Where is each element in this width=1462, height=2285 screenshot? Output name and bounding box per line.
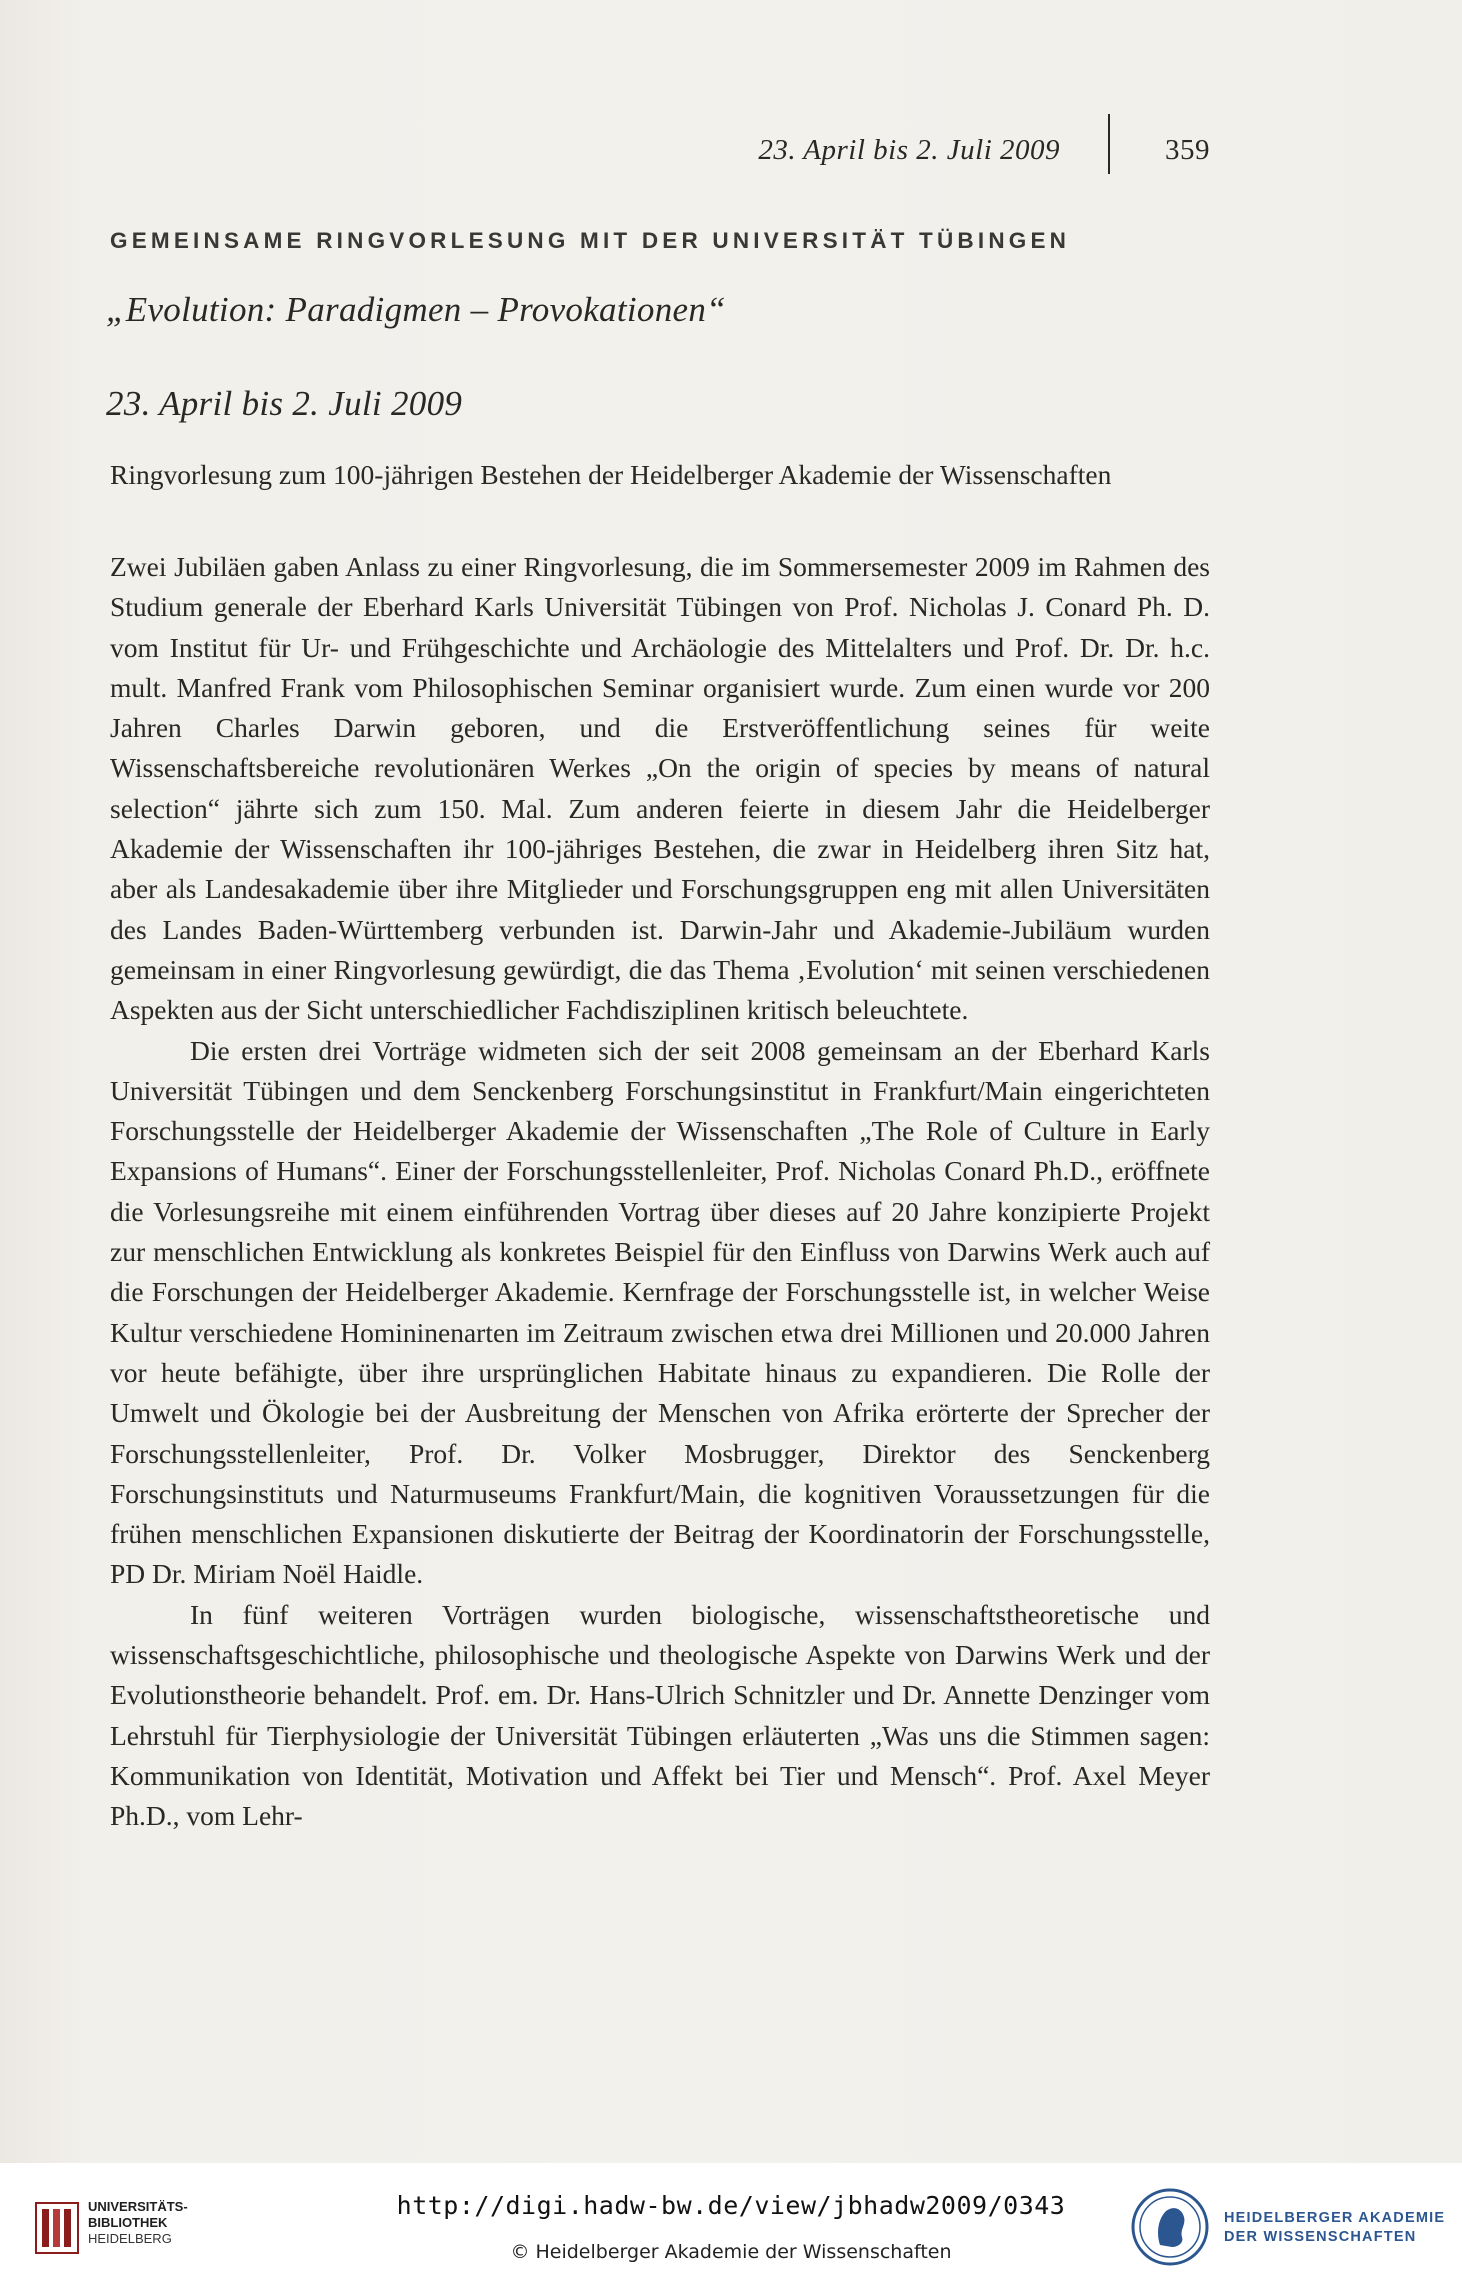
academy-name-line-1: HEIDELBERGER AKADEMIE bbox=[1224, 2210, 1446, 2226]
permalink-url[interactable]: http://digi.hadw-bw.de/view/jbhadw2009/0343 bbox=[396, 2191, 1066, 2220]
library-name-line-1: UNIVERSITÄTS- bbox=[88, 2199, 188, 2214]
section-heading: GEMEINSAME RINGVORLESUNG MIT DER UNIVERSITÄT TÜBINGEN bbox=[110, 228, 1071, 253]
library-name-line-2: BIBLIOTHEK bbox=[88, 2215, 168, 2230]
article-subtitle: Ringvorlesung zum 100-jährigen Bestehen der Heidelberger Akademie der Wissenschaften bbox=[110, 459, 1112, 490]
article-title: „Evolution: Paradigmen – Provokationen“ bbox=[106, 290, 726, 329]
digitization-footer bbox=[0, 2163, 1462, 2285]
running-head-divider bbox=[1108, 114, 1110, 174]
academy-name bbox=[1224, 2209, 1445, 2247]
page-number: 359 bbox=[1165, 134, 1210, 166]
library-name-line-3: HEIDELBERG bbox=[88, 2231, 172, 2246]
event-date: 23. April bis 2. Juli 2009 bbox=[106, 384, 463, 423]
paragraph-1: Zwei Jubiläen gaben Anlass zu einer Ringvorlesung, die im Sommersemester 2009 im Rahmen des Studium generale der Eberhard Karls Universität Tübingen von Prof. Nicholas J. Conard Ph. D. vom Institut für Ur- und Frühgeschichte und Archäologie des Mittelalters und Prof. Dr. Dr. h.c. mult. Manfred Frank vom Philosophischen Seminar organisiert wurde. Zum einen wurde vor 200 Jahren Charles Darwin geboren, und die Erstveröffentlichung seines für weite Wissenschaftsbereiche revolutionären Werkes „On the origin of species by means of natural selection“ jährte sich zum 150. Mal. Zum anderen feierte in diesem Jahr die Heidelberger Akademie der Wissenschaften ihr 100-jähriges Bestehen, die zwar in Heidelberg ihren Sitz hat, aber als Landesakademie über ihre Mitglieder und Forschungsgruppen eng mit allen Universitäten des Landes Baden-Württemberg verbunden ist. Darwin-Jahr und Akademie-Jubiläum wurden gemeinsam in einer Ringvorlesung gewürdigt, die das Thema ‚Evolution‘ mit seinen verschiedenen Aspekten aus der Sicht unterschiedlicher Fachdisziplinen kritisch beleuchtete. bbox=[110, 551, 1210, 1026]
copyright-notice: © Heidelberger Akademie der Wissenschaften bbox=[510, 2241, 952, 2263]
academy-name-line-2: DER WISSENSCHAFTEN bbox=[1224, 2229, 1417, 2245]
running-head-date: 23. April bis 2. Juli 2009 bbox=[758, 134, 1060, 166]
running-head bbox=[700, 130, 1210, 174]
academy-seal-icon bbox=[1130, 2187, 1210, 2267]
body-text bbox=[110, 547, 1210, 1837]
paragraph-3: In fünf weiteren Vorträgen wurden biologische, wissenschaftstheoretische und wissenschaftsgeschichtliche, philosophische und theologische Aspekte von Darwins Werk und der Evolutionstheorie behandelt. Prof. em. Dr. Hans-Ulrich Schnitzler und Dr. Annette Denzinger vom Lehrstuhl für Tierphysiologie der Universität Tübingen erläuterten „Was uns die Stimmen sagen: Kommunikation von Identität, Motivation und Affekt bei Tier und Mensch“. Prof. Axel Meyer Ph.D., vom Lehr- bbox=[110, 1598, 1210, 1832]
paragraph-2: Die ersten drei Vorträge widmeten sich der seit 2008 gemeinsam an der Eberhard Karls Universität Tübingen und dem Senckenberg Forschungsinstitut in Frankfurt/Main eingerichteten Forschungsstelle der Heidelberger Akademie der Wissenschaften „The Role of Culture in Early Expansions of Humans“. Einer der Forschungsstellenleiter, Prof. Nicholas Conard Ph.D., eröffnete die Vorlesungsreihe mit einem einführenden Vortrag über dieses auf 20 Jahre konzipierte Projekt zur menschlichen Entwicklung als konkretes Beispiel für den Einfluss von Darwins Werk auch auf die Forschungen der Heidelberger Akademie. Kernfrage der Forschungsstelle ist, in welcher Weise Kultur verschiedene Homininenarten im Zeitraum zwischen etwa drei Millionen und 20.000 Jahren vor heute befähigte, über ihre ursprünglichen Habitate hinaus zu expandieren. Die Rolle der Umwelt und Ökologie bei der Ausbreitung der Menschen von Afrika erörterte der Sprecher der Forschungsstellenleiter, Prof. Dr. Volker Mosbrugger, Direktor des Senckenberg Forschungsinstituts und Naturmuseums Frankfurt/Main, die kognitiven Voraussetzungen für die frühen menschlichen Expansionen diskutierte der Beitrag der Koordinatorin der Forschungsstelle, PD Dr. Miriam Noël Haidle. bbox=[110, 1034, 1210, 1590]
